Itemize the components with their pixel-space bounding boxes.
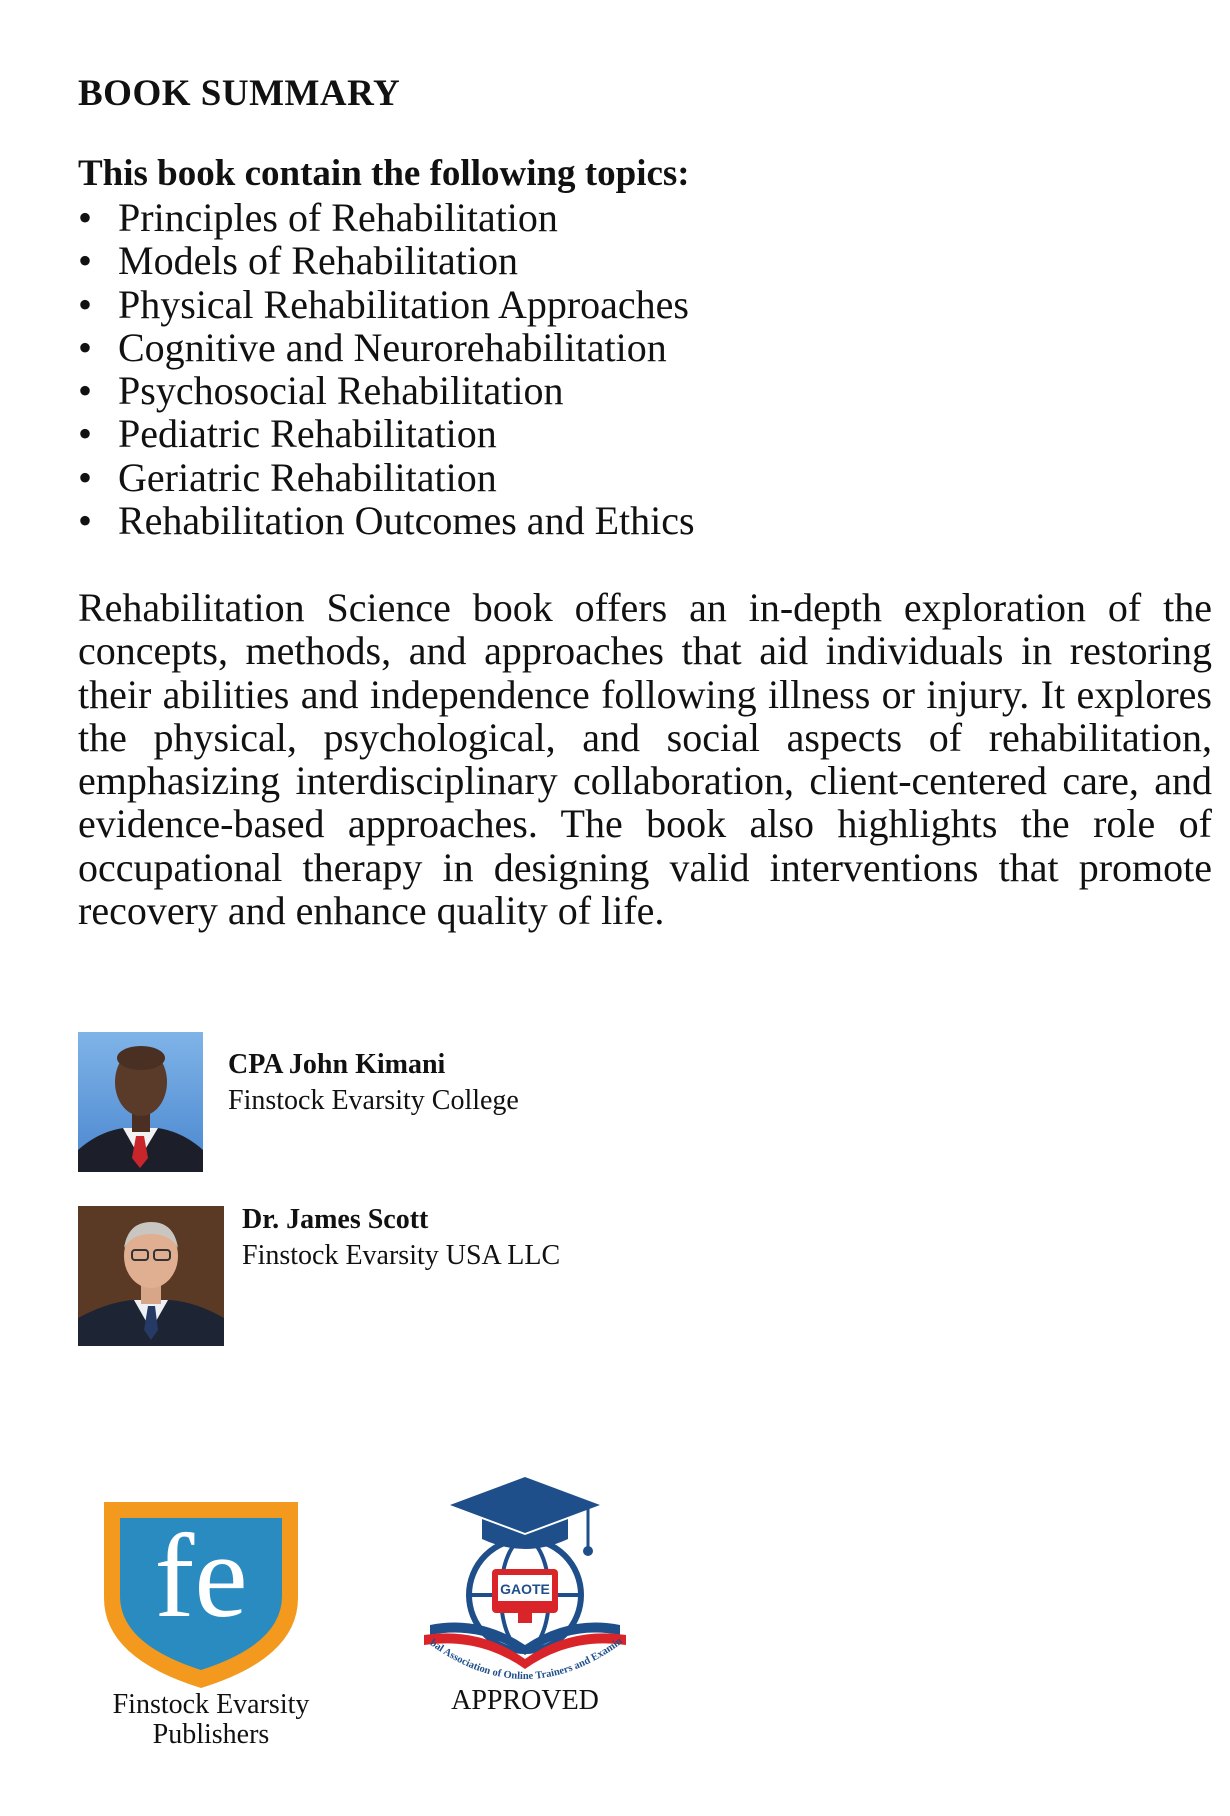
approval-caption: APPROVED	[451, 1685, 599, 1716]
topic-label: Physical Rehabilitation Approaches	[118, 281, 689, 327]
publisher-caption	[96, 1690, 326, 1750]
list-item	[78, 499, 695, 542]
publisher-caption-line1: Finstock Evarsity	[112, 1689, 310, 1720]
topics-list	[78, 196, 695, 542]
bullet-icon: •	[78, 195, 93, 240]
bullet-icon: •	[78, 454, 93, 500]
author-name: CPA John Kimani	[228, 1049, 446, 1080]
bullet-icon: •	[78, 368, 93, 414]
bullet-icon: •	[78, 498, 93, 544]
author-affiliation: Finstock Evarsity USA LLC	[242, 1240, 561, 1271]
bullet-icon: •	[78, 238, 93, 284]
list-item	[78, 456, 695, 499]
book-description: Rehabilitation Science book offers an in-depth exploration of the concepts, methods, and approaches that aid individuals in restoring their abilities and independence following illness or injury. It explores the physical, psychological, and social aspects of rehabilitation, emphasizing interdisciplinary collaboration, client-centered care, and evidence-based approaches. The book also highlights the role of occupational therapy in designing valid interventions that promote recovery and enhance quality of life.	[78, 585, 1212, 934]
topics-intro: This book contain the following topics:	[78, 153, 690, 194]
list-item	[78, 283, 695, 326]
list-item	[78, 412, 695, 455]
topic-label: Models of Rehabilitation	[118, 238, 518, 284]
bullet-icon: •	[78, 281, 93, 327]
publisher-logo	[96, 1490, 306, 1690]
approval-arc-text: bal Association of Online Trainers and Examin	[427, 1635, 625, 1683]
list-item	[78, 239, 695, 282]
author-photo-james-scott	[78, 1206, 224, 1346]
topic-label: Rehabilitation Outcomes and Ethics	[118, 498, 695, 544]
topic-label: Cognitive and Neurorehabilitation	[118, 324, 667, 370]
approval-logo	[410, 1475, 640, 1695]
publisher-monogram: fe	[154, 1509, 248, 1642]
bullet-icon: •	[78, 411, 93, 457]
graduation-badge-icon	[410, 1475, 640, 1695]
list-item	[78, 196, 695, 239]
author-name: Dr. James Scott	[242, 1204, 429, 1235]
bullet-icon: •	[78, 324, 93, 370]
portrait-icon	[78, 1032, 203, 1172]
portrait-icon	[78, 1206, 224, 1346]
publisher-caption-line2: Publishers	[152, 1719, 270, 1750]
list-item	[78, 326, 695, 369]
topic-label: Psychosocial Rehabilitation	[118, 368, 564, 414]
approval-badge-text: GAOTE	[500, 1581, 550, 1597]
author-affiliation: Finstock Evarsity College	[228, 1085, 519, 1116]
author-photo-john-kimani	[78, 1032, 203, 1172]
list-item	[78, 369, 695, 412]
topic-label: Geriatric Rehabilitation	[118, 454, 497, 500]
topic-label: Pediatric Rehabilitation	[118, 411, 497, 457]
topic-label: Principles of Rehabilitation	[118, 195, 558, 240]
shield-icon	[96, 1490, 306, 1690]
summary-heading: BOOK SUMMARY	[78, 73, 401, 114]
